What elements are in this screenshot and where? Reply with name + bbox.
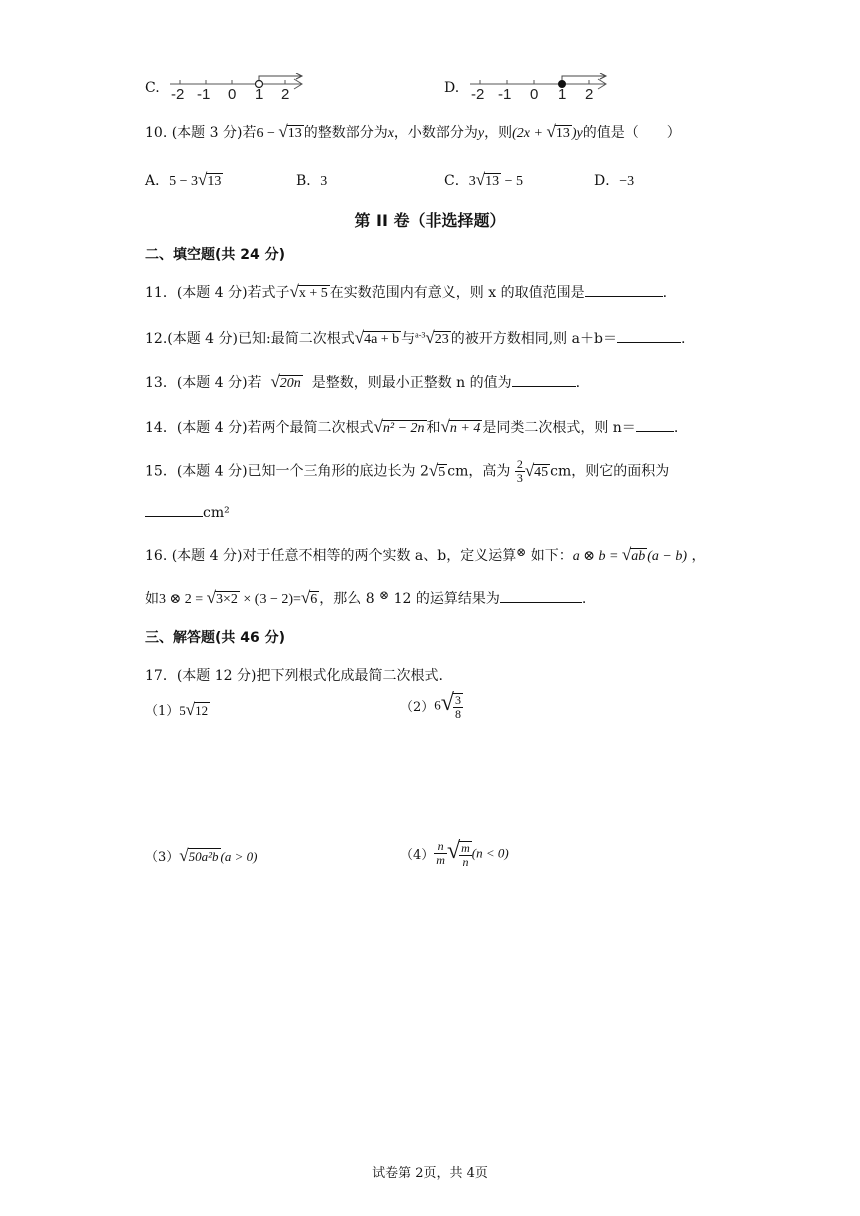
question-10: 10. (本题 3 分)若6 − √13 的整数部分为x，小数部分为y，则(2x + √13 )y的值是（ ） <box>145 122 681 141</box>
radical: √13 <box>278 122 302 141</box>
question-17: 17．(本题 12 分)把下列根式化成最简二次根式. <box>145 668 443 684</box>
question-12: 12.(本题 4 分)已知:最简二次根式√4a + b 与$^{a-3}$√23 的被开方数相同,则 a＋b＝ . <box>145 328 686 347</box>
option-d-label: D. <box>444 80 460 96</box>
q17-part-3: （3）√50a²b (a > 0) <box>145 846 258 865</box>
tick-label: 2 <box>585 86 594 103</box>
q10-option-c: C．3√13 − 5 <box>444 170 523 189</box>
tick-label: -2 <box>471 86 485 103</box>
q10-option-d: D．−3 <box>594 173 635 189</box>
answer-blank[interactable] <box>617 328 681 343</box>
option-c-label: C. <box>145 80 160 96</box>
answer-blank[interactable] <box>512 372 576 387</box>
tick-label: -2 <box>171 86 185 103</box>
q10-option-b: B．3 <box>296 173 328 189</box>
tick-label: 1 <box>255 86 264 103</box>
q10-option-a: A．5 − 3√13 <box>145 170 222 189</box>
number-line-d <box>470 73 610 103</box>
number-line-c <box>170 73 306 103</box>
answer-blank[interactable] <box>500 588 582 603</box>
tick-label: 0 <box>530 86 539 103</box>
tick-label: 2 <box>281 86 290 103</box>
question-14: 14．(本题 4 分)若两个最简二次根式√n² − 2n 和√n + 4 是同类二次根式，则 n＝ . <box>145 417 679 436</box>
answer-blank[interactable] <box>636 417 674 432</box>
question-15: 15．(本题 4 分)已知一个三角形的底边长为 2√5 cm，高为 $\frac{2}{3}$ √45 cm，则它的面积为 <box>145 457 670 485</box>
tick-label: -1 <box>197 86 211 103</box>
question-16: 16. (本题 4 分)对于任意不相等的两个实数 a、b，定义运算⊗ 如下：a ⊗ b = √ab (a − b) ， <box>145 545 706 564</box>
fraction: $\frac{2}{3}$ <box>516 457 523 485</box>
q17-part-4: （4） $\frac{n}{m}$ √ $\frac{m}{n}$ (n < 0) <box>400 838 509 870</box>
tick-label: 0 <box>228 86 237 103</box>
answer-blank[interactable] <box>585 282 663 297</box>
question-11: 11．(本题 4 分)若式子√x + 5 在实数范围内有意义，则 x 的取值范围是 . <box>145 282 668 301</box>
question-16-example: 如3 ⊗ 2 = √3×2 × (3 − 2)=√6 ，那么 8 ⊗ 12 的运算结果为 . <box>145 588 587 607</box>
part-2-title: 第 II 卷（非选择题） <box>354 211 506 230</box>
question-15-cont: cm² <box>145 502 230 521</box>
tick-label: -1 <box>498 86 512 103</box>
answer-blank[interactable] <box>145 502 203 517</box>
question-13: 13．(本题 4 分)若 √20n 是整数，则最小正整数 n 的值为 . <box>145 372 581 391</box>
section-2-heading: 二、填空题(共 24 分) <box>145 247 286 263</box>
radical: √13 <box>546 122 570 141</box>
q17-part-1: （1）5√12 <box>145 700 209 719</box>
q17-part-2: （2）6√ $\frac{3}{8}$ <box>400 690 461 722</box>
tick-label: 1 <box>558 86 567 103</box>
section-3-heading: 三、解答题(共 46 分) <box>145 630 286 646</box>
page-footer: 试卷第 2页，共 4页 <box>372 1166 488 1181</box>
